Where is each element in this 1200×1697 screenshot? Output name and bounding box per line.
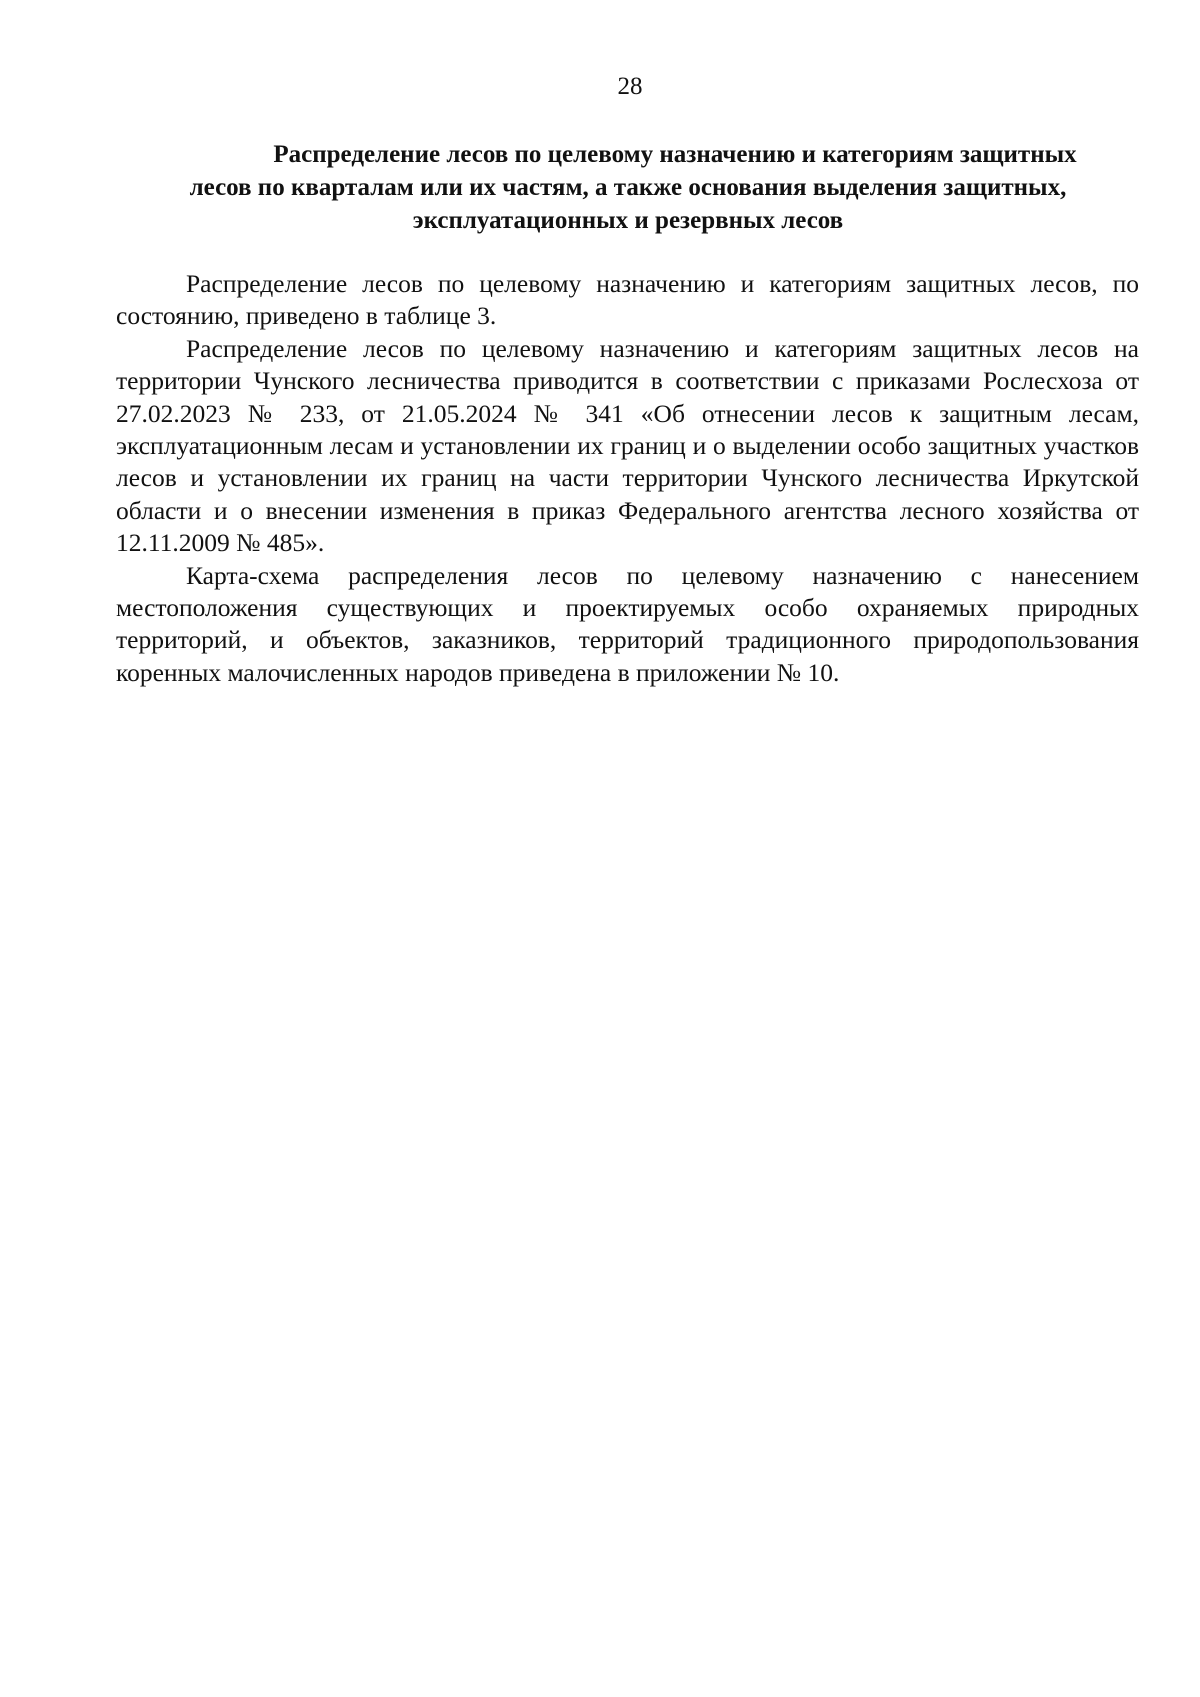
heading-line: лесов по кварталам или их частям, а также основания выделения защитных,: [189, 174, 1067, 201]
body-text: [116, 268, 1139, 689]
heading-line: Распределение лесов по целевому назначению и категориям защитных: [273, 141, 1077, 168]
page-number: 28: [617, 73, 643, 100]
section-heading: [118, 138, 1138, 237]
heading-line: эксплуатационных и резервных лесов: [412, 207, 844, 234]
paragraph-orders: Распределение лесов по целевому назначению и категориям защитных лесов на территории Чунского лесничества приводится в соответствии с приказами Рослесхоза от 27.02.2023 № 233, от 21.05.2024 № 341 «Об отнесении лесов к защитным лесам, эксплуатационным лесам и установлении их границ и о выделении особо защитных участков лесов и установлении их границ на части территории Чунского лесничества Иркутской области и о внесении изменения в приказ Федерального агентства лесного хозяйства от 12.11.2009 № 485».: [116, 333, 1139, 558]
paragraph-table-reference: Распределение лесов по целевому назначению и категориям защитных лесов, по состоянию, приведено в таблице 3.: [116, 269, 1139, 331]
paragraph-map-reference: Карта-схема распределения лесов по целевому назначению с нанесением местоположения существующих и проектируемых особо охраняемых природных территорий, и объектов, заказников, территорий традиционного природопользования коренных малочисленных народов приведена в приложении № 10.: [116, 560, 1139, 687]
